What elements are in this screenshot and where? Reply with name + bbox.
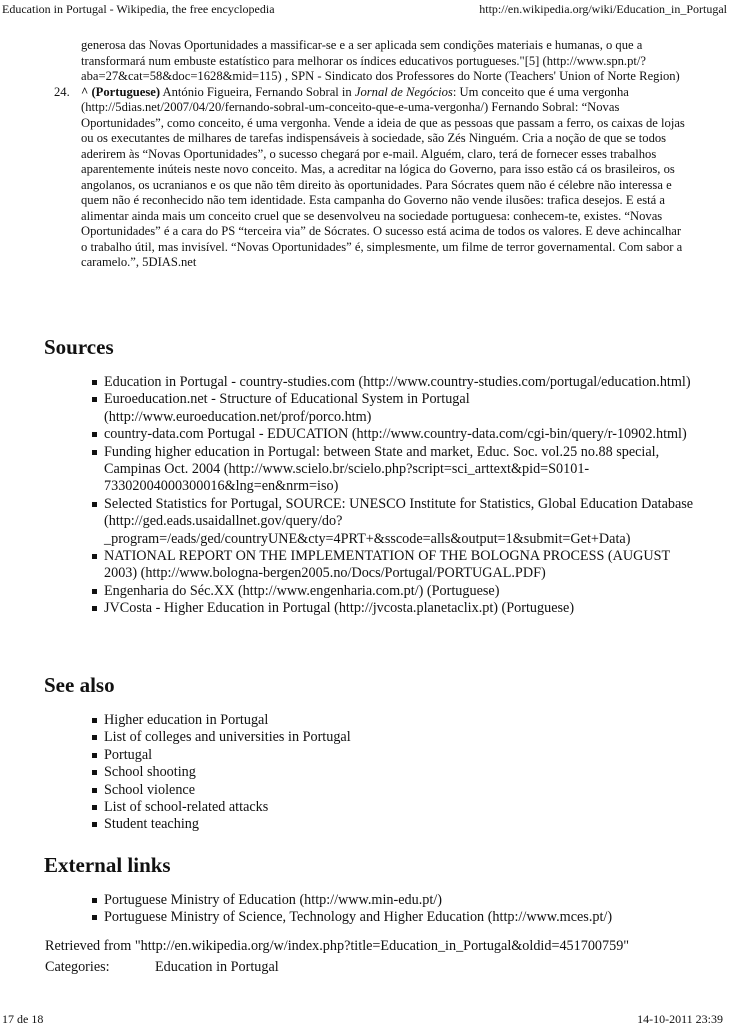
- source-link[interactable]: Education in Portugal - country-studies.com (http://www.country-studies.com/portugal/education.html): [104, 374, 691, 390]
- external-link[interactable]: Portuguese Ministry of Science, Technology and Higher Education (http://www.mces.pt/): [104, 909, 613, 926]
- external-links-heading: External links: [44, 853, 171, 877]
- bullet-icon: [92, 450, 97, 455]
- print-timestamp: 14-10-2011 23:39: [637, 1012, 723, 1026]
- bullet-icon: [92, 554, 97, 559]
- bullet-icon: [92, 770, 97, 775]
- reference-text: generosa das Novas Oportunidades a massificar-se e a ser aplicada sem condições materiais e humanas, o que a transformará num embuste estatístico para melhorar os índices educativos portugueses."[5] (http://www.spn.pt/?aba=27&cat=58&doc=1628&mid=115) , SPN - Sindicato dos Professores do Norte (Teachers' Union of Norte Region): [81, 38, 680, 83]
- language-tag: (Portuguese): [91, 84, 161, 99]
- bullet-icon: [92, 397, 97, 402]
- sources-section: [44, 334, 704, 618]
- list-item[interactable]: [44, 583, 704, 600]
- bullet-icon: [92, 898, 97, 903]
- bullet-icon: [92, 718, 97, 723]
- see-also-link[interactable]: School shooting: [104, 764, 196, 781]
- see-also-link[interactable]: Student teaching: [104, 816, 199, 833]
- source-link[interactable]: NATIONAL REPORT ON THE IMPLEMENTATION OF THE BOLOGNA PROCESS (AUGUST 2003) (http://www.bologna-bergen2005.no/Docs/Portugal/PORTUGAL.PDF): [104, 548, 670, 582]
- source-link[interactable]: Euroeducation.net - Structure of Educational System in Portugal (http://www.euroeducation.net/prof/porco.htm): [104, 391, 470, 425]
- list-item[interactable]: [44, 496, 704, 548]
- source-link[interactable]: Funding higher education in Portugal: between State and market, Educ. Soc. vol.25 no.88 special, Campinas Oct. 2004 (http://www.scielo.br/scielo.php?script=sci_arttext&pid=S0101-73302004000300016&lng=en&nrm=iso): [104, 443, 660, 495]
- sources-list: [44, 374, 704, 618]
- see-also-heading: See also: [44, 673, 115, 697]
- backlink-caret[interactable]: ^: [81, 84, 89, 99]
- list-item[interactable]: [44, 729, 704, 746]
- bullet-icon: [92, 432, 97, 437]
- page-title: Education in Portugal - Wikipedia, the free encyclopedia: [2, 2, 275, 16]
- bullet-icon: [92, 606, 97, 611]
- list-item[interactable]: [44, 816, 704, 833]
- see-also-list: [44, 712, 704, 834]
- see-also-link[interactable]: List of school-related attacks: [104, 799, 269, 816]
- bullet-icon: [92, 380, 97, 385]
- source-link[interactable]: Engenharia do Séc.XX (http://www.engenharia.com.pt/) (Portuguese): [104, 582, 500, 599]
- list-item[interactable]: [44, 391, 704, 426]
- bullet-icon: [92, 589, 97, 594]
- list-item[interactable]: [44, 374, 704, 391]
- see-also-link[interactable]: List of colleges and universities in Portugal: [104, 729, 351, 746]
- list-item[interactable]: [44, 909, 704, 926]
- bullet-icon: [92, 735, 97, 740]
- retrieved-from[interactable]: Retrieved from "http://en.wikipedia.org/w/index.php?title=Education_in_Portugal&oldid=451700759": [45, 938, 630, 954]
- reference-text: [81, 85, 690, 271]
- source-link[interactable]: JVCosta - Higher Education in Portugal (http://jvcosta.planetaclix.pt) (Portuguese): [104, 600, 575, 617]
- bullet-icon: [92, 753, 97, 758]
- reference-23-continued: [50, 38, 690, 85]
- reference-body[interactable]: : Um conceito que é uma vergonha (http://5dias.net/2007/04/20/fernando-sobral-um-conceito-que-e-uma-vergonha/) Fernando Sobral: “Novas Oportunidades”, como conceito, é uma vergonha. Vende a ideia de que as pessoas que passam a ferro, os caixas de lojas ou os executantes de milhares de tarefas indispensáveis à sociedade, são Zés Ninguém. Cria a noção de que se todos aderirem às “Novas Oportunidades”, o sucesso chegará por e-mail. Alguém, claro, terá de fornecer esses trabalhos aparentemente inúteis neste novo conceito. Mas, a acreditar na lógica do Governo, para isso estão cá os brasileiros, os angolanos, os ucranianos e os que não têm direito às oportunidades. Para Sócrates quem não é célebre não interessa e quem não é reconhecido não tem identidade. Esta campanha do Governo não vende ilusões: trafica desejos. E está a alimentar ainda mais um conceito cruel que se desenvolveu na sociedade portuguesa: conhecem-te, existes. “Novas Oportunidades” é a cara do PS “terceira via” de Sócrates. O sucesso está acima de todos os valores. E deve achincalhar o trabalho útil, mas invisível. “Novas Oportunidades” é, simplesmente, um filme de terror governamental. Com sabor a caramelo.”, 5DIAS.net: [81, 84, 685, 269]
- list-item[interactable]: [44, 600, 704, 617]
- list-item[interactable]: [44, 782, 704, 799]
- sources-heading: Sources: [44, 335, 114, 359]
- page-number: 17 de 18: [2, 1012, 44, 1026]
- list-item[interactable]: [44, 444, 704, 496]
- reference-24: [50, 85, 690, 271]
- bullet-icon: [92, 502, 97, 507]
- list-item[interactable]: [44, 712, 704, 729]
- list-item[interactable]: [44, 799, 704, 816]
- bullet-icon: [92, 805, 97, 810]
- page-url: http://en.wikipedia.org/wiki/Education_in_Portugal: [479, 2, 727, 16]
- bullet-icon: [92, 788, 97, 793]
- external-links-section: [44, 852, 704, 927]
- list-item[interactable]: [44, 747, 704, 764]
- bullet-icon: [92, 822, 97, 827]
- bullet-icon: [92, 915, 97, 920]
- see-also-link[interactable]: Higher education in Portugal: [104, 712, 269, 728]
- references-list: [50, 38, 690, 271]
- see-also-link[interactable]: Portugal: [104, 746, 153, 763]
- list-item[interactable]: [44, 764, 704, 781]
- source-link[interactable]: country-data.com Portugal - EDUCATION (http://www.country-data.com/cgi-bin/query/r-10902.html): [104, 426, 687, 443]
- categories-label: Categories:: [45, 959, 110, 975]
- reference-authors: António Figueira, Fernando Sobral in: [162, 84, 352, 99]
- see-also-section: [44, 672, 704, 834]
- categories-bar: [45, 957, 279, 977]
- external-links-list: [44, 892, 704, 927]
- list-item[interactable]: [44, 892, 704, 909]
- category-link[interactable]: Education in Portugal: [155, 959, 279, 975]
- reference-number: 24.: [54, 84, 70, 99]
- list-item[interactable]: [44, 426, 704, 443]
- see-also-link[interactable]: School violence: [104, 781, 196, 798]
- source-link[interactable]: Selected Statistics for Portugal, SOURCE: UNESCO Institute for Statistics, Global Education Database (http://ged.eads.usaidallnet.gov/query/do?_program=/eads/ged/countryUNE&cty=4PRT+&sscode=alls&output=1&submit=Get+Data): [104, 495, 694, 547]
- journal-name: Jornal de Negócios: [354, 84, 453, 99]
- list-item[interactable]: [44, 548, 704, 583]
- external-link[interactable]: Portuguese Ministry of Education (http://www.min-edu.pt/): [104, 892, 442, 908]
